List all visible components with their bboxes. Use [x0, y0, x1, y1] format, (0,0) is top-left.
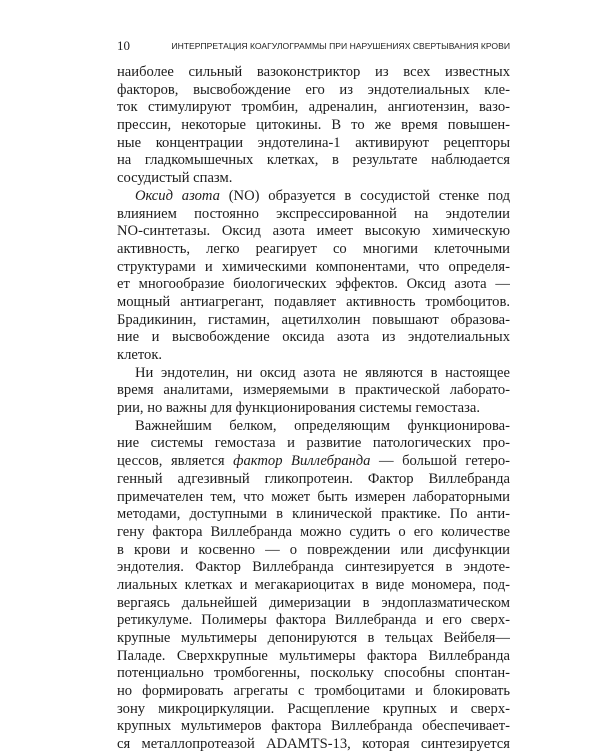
text-line: Важнейшим белком, определяющим функционирова-	[135, 417, 510, 434]
text-line: ные концентрации эндотелина-1 активируют рецепторы	[117, 134, 510, 151]
text-line: Паладе. Сверхкрупные мультимеры фактора Виллебранда	[117, 647, 510, 664]
text-line: Ни эндотелин, ни оксид азота не являются в настоящее	[135, 364, 510, 381]
text-line: но формировать агрегаты с тромбоцитами и блокировать	[117, 683, 510, 700]
text-line: влиянием постоянно экспрессированной на эндотелии	[117, 205, 510, 222]
text-line: структурами и химическими компонентами, что определя-	[117, 258, 510, 275]
text-line: ток стимулируют тромбин, адреналин, ангиотензин, вазо-	[117, 99, 510, 116]
term-nitric-oxide: Оксид азота	[135, 187, 220, 204]
page-number: 10	[117, 38, 130, 53]
text-line: Оксид азота (NO) образуется в сосудистой стенке под	[135, 187, 510, 204]
text-line: гену фактора Виллебранда можно судить о его количестве	[117, 523, 510, 540]
text-line: прессин, некоторые цитокины. В то же время повышен-	[117, 117, 510, 134]
text-line: сосудистый спазм.	[117, 170, 233, 187]
running-title: ИНТЕРПРЕТАЦИЯ КОАГУЛОГРАММЫ ПРИ НАРУШЕНИЯХ СВЕРТЫВАНИЯ КРОВИ	[171, 41, 510, 51]
text-line: активность, легко реагирует со многими клеточными	[117, 240, 510, 257]
text-line: рии, но важны для функционирования системы гемостаза.	[117, 400, 481, 417]
text-line: цессов, является фактор Виллебранда — большой гетеро-	[117, 453, 510, 470]
text-line: генный адгезивный гликопротеин. Фактор Виллебранда	[117, 470, 510, 487]
text-line: Брадикинин, гистамин, ацетилхолин повышают образова-	[117, 311, 510, 328]
text-line: крупных мультимеров фактора Виллебранда обеспечивает-	[117, 718, 510, 735]
body-text	[117, 64, 510, 754]
page-header	[117, 36, 510, 56]
text-line: на гладкомышечных клетках, в результате наблюдается	[117, 152, 510, 169]
text-line: ние и высвобождение оксида азота из эндотелиальных	[117, 329, 510, 346]
text-line: ретикулуме. Полимеры фактора Виллебранда и его сверх-	[117, 612, 510, 629]
text-line: крупные мультимеры депонируются в тельцах Вейбеля—	[117, 630, 510, 646]
text-line: клеток.	[117, 347, 163, 363]
text-line: зону микроциркуляции. Расщепление крупных и сверх-	[117, 700, 510, 717]
text-line: в крови и косвенно — о повреждении или дисфункции	[117, 541, 510, 558]
text-line: ся металлопротеазой ADAMTS-13, которая синтезируется	[117, 736, 510, 753]
text-line: методами, доступными в клинической практике. По анти-	[117, 506, 510, 523]
term-von-willebrand-factor: фактор Виллебранда	[233, 453, 371, 470]
text-line: ние системы гемостаза и развитие патологических про-	[117, 435, 510, 452]
text-line: NO-синтетазы. Оксид азота имеет высокую химическую	[117, 223, 510, 240]
text-line: мощный антиагрегант, подавляет активность тромбоцитов.	[117, 293, 510, 310]
text-line: эндотелия. Фактор Виллебранда синтезируется в эндоте-	[117, 559, 510, 576]
text-line: ет многообразие биологических эффектов. Оксид азота —	[117, 276, 510, 293]
text-line: вергаясь дальнейшей димеризации в эндоплазматическом	[117, 594, 510, 611]
text-line: факторов, высвобождение его из эндотелиальных кле-	[117, 81, 510, 98]
text-line: наиболее сильный вазоконстриктор из всех известных	[117, 64, 510, 80]
text-line: лиальных клетках и мегакариоцитах в виде мономера, под-	[117, 576, 510, 593]
text-line: время аналитами, измеряемыми в практической лаборато-	[117, 382, 510, 399]
text-line: примечателен тем, что может быть измерен лабораторными	[117, 488, 510, 505]
text-line: потенциально тромбогенны, поскольку способны спонтан-	[117, 665, 510, 682]
